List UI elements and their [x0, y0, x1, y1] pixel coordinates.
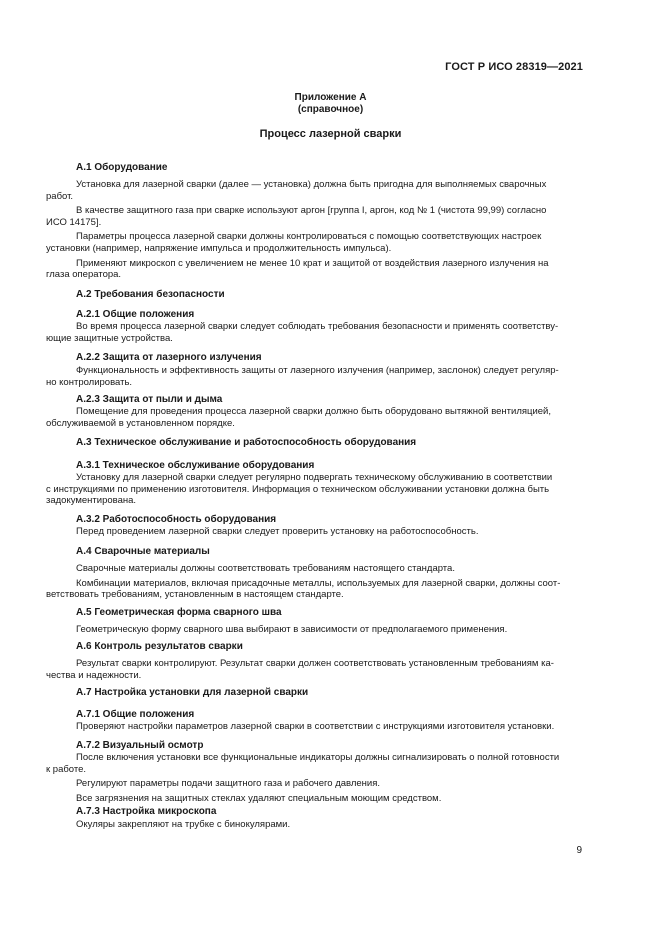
paragraph-line: но контролировать. — [46, 376, 133, 388]
section-a23 — [76, 394, 583, 406]
paragraph-line: После включения установки все функциональные индикаторы должны сигнализировать о полной готовности — [76, 752, 560, 763]
section-heading: А.2.1 Общие положения — [76, 309, 195, 320]
section-a21-text — [46, 321, 583, 344]
paragraph-line: Установку для лазерной сварки следует регулярно подвергать техническому обслуживанию в соответствии — [76, 472, 553, 483]
section-a32 — [76, 514, 583, 526]
section-a7 — [76, 687, 583, 699]
section-a6 — [76, 641, 583, 653]
paragraph-line: Функциональность и эффективность защиты от лазерного излучения (например, заслонок) следует регуляр- — [76, 365, 559, 376]
section-a21 — [76, 309, 583, 321]
section-a5 — [76, 607, 583, 619]
paragraph-line: Геометрическую форму сварного шва выбирают в зависимости от предполагаемого применения. — [76, 624, 508, 635]
standard-number: ГОСТ Р ИСО 28319—2021 — [445, 61, 583, 73]
section-a3 — [76, 437, 583, 449]
paragraph-line: глаза оператора. — [46, 269, 122, 281]
paragraph-line: Комбинации материалов, включая присадочные металлы, используемых для лазерной сварки, должны соот- — [76, 577, 561, 589]
paragraph-line: Проверяют настройки параметров лазерной сварки в соответствии с инструкциями изготовителя установки. — [76, 721, 555, 732]
paragraph-line: Регулируют параметры подачи защитного газа и рабочего давления. — [76, 778, 381, 790]
section-heading: А.6 Контроль результатов сварки — [76, 641, 243, 652]
section-heading: А.3.1 Техническое обслуживание оборудования — [76, 460, 315, 471]
paragraph-line: Окуляры закрепляют на трубке с бинокулярами. — [76, 819, 291, 830]
main-title: Процесс лазерной сварки — [259, 128, 402, 140]
paragraph-line: Установка для лазерной сварки (далее — установка) должна быть пригодна для выполняемых сварочных — [76, 179, 547, 190]
section-heading: А.7.2 Визуальный осмотр — [76, 740, 204, 751]
paragraph-line: чества и надежности. — [46, 669, 142, 681]
section-a1 — [76, 162, 583, 174]
paragraph-line: В качестве защитного газа при сварке используют аргон [группа I, аргон, код № 1 (чистота 99,99) согласно — [76, 205, 547, 217]
section-heading: А.2.2 Защита от лазерного излучения — [76, 352, 262, 363]
section-a2 — [76, 289, 583, 301]
paragraph-line: задокументирована. — [46, 495, 137, 507]
page-number: 9 — [576, 845, 582, 856]
paragraph-line: к работе. — [46, 763, 87, 775]
paragraph-line: ветствовать требованиям, установленным в настоящем стандарте. — [46, 589, 344, 601]
section-a72 — [76, 740, 583, 752]
paragraph-line: работ. — [46, 190, 74, 202]
section-heading: А.2 Требования безопасности — [76, 289, 225, 300]
section-heading: А.1 Оборудование — [76, 162, 168, 173]
section-a73 — [76, 806, 583, 818]
paragraph-line: Все загрязнения на защитных стеклах удаляют специальным моющим средством. — [76, 792, 442, 804]
annex-subtitle: (справочное) — [297, 104, 364, 115]
paragraph-line: ющие защитные устройства. — [46, 332, 173, 344]
annex-title: Приложение А — [294, 92, 367, 103]
paragraph-line: Параметры процесса лазерной сварки должны контролироваться с помощью соответствующих настроек — [76, 231, 542, 243]
section-a73-text — [46, 819, 583, 831]
annex-heading — [0, 92, 661, 116]
section-a4 — [76, 546, 583, 558]
paragraph-line: с инструкциями по применению изготовителя. Информация о техническом обслуживании установки должна быть — [46, 483, 550, 495]
section-a72-text — [46, 752, 583, 804]
paragraph-line: Во время процесса лазерной сварки следует соблюдать требования безопасности и применять соответству- — [76, 321, 559, 332]
section-a22-text — [46, 365, 583, 388]
section-a71 — [76, 709, 583, 721]
section-heading: А.7.3 Настройка микроскопа — [76, 806, 217, 817]
section-a71-text — [46, 721, 583, 733]
section-a22 — [76, 352, 583, 364]
section-heading: А.5 Геометрическая форма сварного шва — [76, 607, 282, 618]
section-heading: А.4 Сварочные материалы — [76, 546, 210, 557]
section-a6-text — [46, 658, 583, 681]
section-heading: А.7 Настройка установки для лазерной сварки — [76, 687, 309, 698]
section-heading: А.2.3 Защита от пыли и дыма — [76, 394, 223, 405]
section-a31-text — [46, 472, 583, 507]
paragraph-line: Сварочные материалы должны соответствовать требованиям настоящего стандарта. — [76, 563, 455, 574]
section-heading: А.7.1 Общие положения — [76, 709, 195, 720]
section-a1-text — [46, 179, 583, 281]
section-a5-text — [46, 624, 583, 636]
section-a23-text — [46, 406, 583, 429]
paragraph-line: установки (например, напряжение импульса и продолжительность импульса). — [46, 242, 392, 254]
section-a31 — [76, 460, 583, 472]
section-a4-text — [46, 563, 583, 601]
section-a32-text — [46, 526, 583, 538]
section-heading: А.3 Техническое обслуживание и работоспособность оборудования — [76, 437, 417, 448]
paragraph-line: Помещение для проведения процесса лазерной сварки должно быть оборудовано вытяжной вентиляцией, — [76, 406, 552, 417]
paragraph-line: обслуживаемой в установленном порядке. — [46, 417, 235, 429]
paragraph-line: Применяют микроскоп с увеличением не менее 10 крат и защитой от воздействия лазерного излучения на — [76, 257, 549, 269]
section-heading: А.3.2 Работоспособность оборудования — [76, 514, 277, 525]
paragraph-line: Перед проведением лазерной сварки следует проверить установку на работоспособность. — [76, 526, 479, 537]
paragraph-line: ИСО 14175]. — [46, 216, 102, 228]
paragraph-line: Результат сварки контролируют. Результат сварки должен соответствовать установленным требованиям ка- — [76, 658, 554, 669]
